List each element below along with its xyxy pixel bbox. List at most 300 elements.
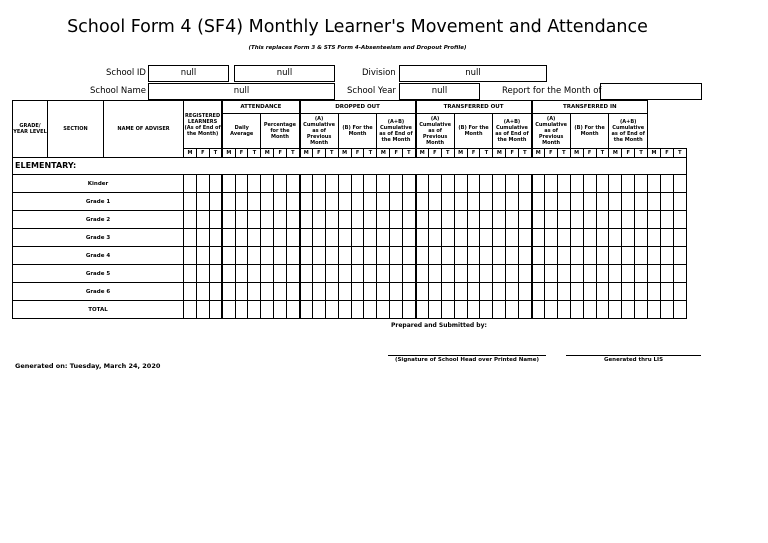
data-cell[interactable] [532, 175, 545, 193]
data-cell[interactable] [467, 175, 480, 193]
data-cell[interactable] [338, 301, 351, 319]
data-cell[interactable] [635, 301, 648, 319]
data-cell[interactable] [222, 229, 235, 247]
data-cell[interactable] [454, 265, 467, 283]
data-cell[interactable] [519, 193, 532, 211]
data-cell[interactable] [351, 229, 364, 247]
data-cell[interactable] [441, 211, 454, 229]
data-cell[interactable] [557, 283, 570, 301]
data-cell[interactable] [364, 211, 377, 229]
data-cell[interactable] [635, 229, 648, 247]
data-cell[interactable] [390, 211, 403, 229]
data-cell[interactable] [673, 283, 686, 301]
data-cell[interactable] [274, 301, 287, 319]
data-cell[interactable] [635, 265, 648, 283]
data-cell[interactable] [364, 193, 377, 211]
data-cell[interactable] [648, 229, 661, 247]
data-cell[interactable] [609, 175, 622, 193]
data-cell[interactable] [506, 301, 519, 319]
data-cell[interactable] [222, 175, 235, 193]
data-cell[interactable] [648, 247, 661, 265]
data-cell[interactable] [441, 283, 454, 301]
division-field[interactable]: null [399, 65, 547, 82]
data-cell[interactable] [390, 283, 403, 301]
data-cell[interactable] [660, 301, 673, 319]
data-cell[interactable] [351, 193, 364, 211]
data-cell[interactable] [570, 265, 583, 283]
data-cell[interactable] [596, 211, 609, 229]
data-cell[interactable] [544, 175, 557, 193]
data-cell[interactable] [454, 301, 467, 319]
data-cell[interactable] [506, 211, 519, 229]
data-cell[interactable] [467, 229, 480, 247]
data-cell[interactable] [428, 247, 441, 265]
data-cell[interactable] [416, 175, 429, 193]
data-cell[interactable] [519, 265, 532, 283]
data-cell[interactable] [519, 301, 532, 319]
data-cell[interactable] [338, 283, 351, 301]
data-cell[interactable] [235, 175, 248, 193]
data-cell[interactable] [467, 247, 480, 265]
data-cell[interactable] [428, 265, 441, 283]
data-cell[interactable] [403, 283, 416, 301]
data-cell[interactable] [300, 265, 313, 283]
data-cell[interactable] [184, 175, 197, 193]
data-cell[interactable] [428, 211, 441, 229]
data-cell[interactable] [390, 265, 403, 283]
data-cell[interactable] [248, 265, 261, 283]
data-cell[interactable] [312, 301, 325, 319]
data-cell[interactable] [261, 229, 274, 247]
data-cell[interactable] [261, 283, 274, 301]
data-cell[interactable] [390, 247, 403, 265]
data-cell[interactable] [596, 175, 609, 193]
data-cell[interactable] [274, 229, 287, 247]
data-cell[interactable] [583, 265, 596, 283]
data-cell[interactable] [209, 211, 222, 229]
data-cell[interactable] [467, 193, 480, 211]
data-cell[interactable] [622, 283, 635, 301]
data-cell[interactable] [583, 175, 596, 193]
data-cell[interactable] [184, 247, 197, 265]
data-cell[interactable] [300, 301, 313, 319]
data-cell[interactable] [274, 265, 287, 283]
data-cell[interactable] [416, 301, 429, 319]
data-cell[interactable] [390, 175, 403, 193]
data-cell[interactable] [300, 175, 313, 193]
data-cell[interactable] [673, 247, 686, 265]
data-cell[interactable] [609, 265, 622, 283]
data-cell[interactable] [287, 247, 300, 265]
data-cell[interactable] [196, 283, 209, 301]
data-cell[interactable] [377, 229, 390, 247]
data-cell[interactable] [583, 301, 596, 319]
data-cell[interactable] [377, 283, 390, 301]
data-cell[interactable] [532, 283, 545, 301]
data-cell[interactable] [609, 247, 622, 265]
data-cell[interactable] [416, 211, 429, 229]
data-cell[interactable] [235, 283, 248, 301]
data-cell[interactable] [196, 211, 209, 229]
data-cell[interactable] [312, 175, 325, 193]
data-cell[interactable] [428, 301, 441, 319]
data-cell[interactable] [673, 193, 686, 211]
data-cell[interactable] [519, 229, 532, 247]
data-cell[interactable] [454, 175, 467, 193]
data-cell[interactable] [300, 211, 313, 229]
data-cell[interactable] [673, 229, 686, 247]
data-cell[interactable] [300, 247, 313, 265]
data-cell[interactable] [441, 265, 454, 283]
data-cell[interactable] [248, 193, 261, 211]
data-cell[interactable] [519, 247, 532, 265]
data-cell[interactable] [312, 229, 325, 247]
data-cell[interactable] [312, 211, 325, 229]
data-cell[interactable] [532, 229, 545, 247]
data-cell[interactable] [287, 175, 300, 193]
region-field[interactable]: null [234, 65, 335, 82]
data-cell[interactable] [622, 247, 635, 265]
data-cell[interactable] [416, 229, 429, 247]
data-cell[interactable] [480, 265, 493, 283]
data-cell[interactable] [596, 193, 609, 211]
data-cell[interactable] [467, 265, 480, 283]
data-cell[interactable] [506, 175, 519, 193]
data-cell[interactable] [532, 301, 545, 319]
data-cell[interactable] [403, 301, 416, 319]
data-cell[interactable] [673, 265, 686, 283]
data-cell[interactable] [570, 211, 583, 229]
data-cell[interactable] [493, 283, 506, 301]
data-cell[interactable] [390, 301, 403, 319]
data-cell[interactable] [312, 247, 325, 265]
data-cell[interactable] [660, 283, 673, 301]
data-cell[interactable] [454, 229, 467, 247]
data-cell[interactable] [648, 283, 661, 301]
data-cell[interactable] [300, 283, 313, 301]
data-cell[interactable] [660, 211, 673, 229]
data-cell[interactable] [454, 283, 467, 301]
data-cell[interactable] [287, 193, 300, 211]
data-cell[interactable] [416, 265, 429, 283]
data-cell[interactable] [377, 265, 390, 283]
data-cell[interactable] [557, 175, 570, 193]
data-cell[interactable] [454, 193, 467, 211]
data-cell[interactable] [596, 283, 609, 301]
data-cell[interactable] [441, 301, 454, 319]
data-cell[interactable] [635, 175, 648, 193]
data-cell[interactable] [519, 283, 532, 301]
data-cell[interactable] [222, 211, 235, 229]
data-cell[interactable] [480, 283, 493, 301]
data-cell[interactable] [557, 301, 570, 319]
data-cell[interactable] [467, 283, 480, 301]
data-cell[interactable] [312, 283, 325, 301]
data-cell[interactable] [467, 211, 480, 229]
data-cell[interactable] [519, 175, 532, 193]
data-cell[interactable] [377, 247, 390, 265]
data-cell[interactable] [544, 247, 557, 265]
data-cell[interactable] [248, 211, 261, 229]
data-cell[interactable] [287, 211, 300, 229]
data-cell[interactable] [480, 301, 493, 319]
data-cell[interactable] [184, 229, 197, 247]
data-cell[interactable] [325, 283, 338, 301]
data-cell[interactable] [274, 193, 287, 211]
school-name-field[interactable]: null [148, 83, 335, 100]
data-cell[interactable] [209, 193, 222, 211]
data-cell[interactable] [390, 229, 403, 247]
data-cell[interactable] [441, 229, 454, 247]
data-cell[interactable] [222, 265, 235, 283]
data-cell[interactable] [248, 283, 261, 301]
data-cell[interactable] [403, 229, 416, 247]
data-cell[interactable] [248, 229, 261, 247]
data-cell[interactable] [274, 247, 287, 265]
data-cell[interactable] [570, 175, 583, 193]
data-cell[interactable] [377, 193, 390, 211]
data-cell[interactable] [338, 247, 351, 265]
data-cell[interactable] [622, 301, 635, 319]
data-cell[interactable] [583, 247, 596, 265]
data-cell[interactable] [622, 265, 635, 283]
data-cell[interactable] [351, 265, 364, 283]
data-cell[interactable] [532, 193, 545, 211]
data-cell[interactable] [312, 265, 325, 283]
data-cell[interactable] [196, 301, 209, 319]
school-year-field[interactable]: null [399, 83, 480, 100]
data-cell[interactable] [184, 193, 197, 211]
data-cell[interactable] [570, 301, 583, 319]
data-cell[interactable] [287, 229, 300, 247]
data-cell[interactable] [209, 175, 222, 193]
data-cell[interactable] [325, 265, 338, 283]
data-cell[interactable] [416, 193, 429, 211]
data-cell[interactable] [351, 301, 364, 319]
data-cell[interactable] [196, 175, 209, 193]
data-cell[interactable] [506, 193, 519, 211]
data-cell[interactable] [377, 211, 390, 229]
data-cell[interactable] [248, 247, 261, 265]
data-cell[interactable] [235, 247, 248, 265]
data-cell[interactable] [428, 229, 441, 247]
data-cell[interactable] [184, 301, 197, 319]
data-cell[interactable] [596, 247, 609, 265]
data-cell[interactable] [635, 283, 648, 301]
data-cell[interactable] [312, 193, 325, 211]
data-cell[interactable] [596, 229, 609, 247]
data-cell[interactable] [544, 265, 557, 283]
data-cell[interactable] [261, 211, 274, 229]
data-cell[interactable] [532, 265, 545, 283]
data-cell[interactable] [673, 175, 686, 193]
data-cell[interactable] [209, 283, 222, 301]
data-cell[interactable] [583, 229, 596, 247]
data-cell[interactable] [609, 211, 622, 229]
data-cell[interactable] [351, 211, 364, 229]
data-cell[interactable] [660, 247, 673, 265]
data-cell[interactable] [287, 283, 300, 301]
data-cell[interactable] [441, 175, 454, 193]
data-cell[interactable] [583, 211, 596, 229]
data-cell[interactable] [196, 265, 209, 283]
data-cell[interactable] [403, 265, 416, 283]
data-cell[interactable] [338, 229, 351, 247]
data-cell[interactable] [493, 265, 506, 283]
data-cell[interactable] [570, 283, 583, 301]
data-cell[interactable] [222, 193, 235, 211]
data-cell[interactable] [351, 175, 364, 193]
data-cell[interactable] [338, 211, 351, 229]
data-cell[interactable] [493, 175, 506, 193]
data-cell[interactable] [364, 301, 377, 319]
data-cell[interactable] [557, 265, 570, 283]
data-cell[interactable] [184, 211, 197, 229]
data-cell[interactable] [403, 175, 416, 193]
data-cell[interactable] [557, 247, 570, 265]
data-cell[interactable] [403, 211, 416, 229]
data-cell[interactable] [261, 247, 274, 265]
data-cell[interactable] [493, 301, 506, 319]
data-cell[interactable] [209, 229, 222, 247]
data-cell[interactable] [287, 265, 300, 283]
data-cell[interactable] [235, 265, 248, 283]
school-id-field[interactable]: null [148, 65, 229, 82]
data-cell[interactable] [351, 247, 364, 265]
data-cell[interactable] [325, 193, 338, 211]
data-cell[interactable] [506, 265, 519, 283]
data-cell[interactable] [364, 247, 377, 265]
data-cell[interactable] [325, 229, 338, 247]
data-cell[interactable] [325, 247, 338, 265]
data-cell[interactable] [635, 193, 648, 211]
data-cell[interactable] [506, 283, 519, 301]
data-cell[interactable] [506, 247, 519, 265]
data-cell[interactable] [403, 247, 416, 265]
data-cell[interactable] [184, 265, 197, 283]
data-cell[interactable] [660, 265, 673, 283]
data-cell[interactable] [300, 193, 313, 211]
data-cell[interactable] [570, 193, 583, 211]
data-cell[interactable] [274, 283, 287, 301]
data-cell[interactable] [261, 265, 274, 283]
data-cell[interactable] [235, 211, 248, 229]
data-cell[interactable] [351, 283, 364, 301]
data-cell[interactable] [557, 211, 570, 229]
data-cell[interactable] [557, 193, 570, 211]
data-cell[interactable] [196, 193, 209, 211]
data-cell[interactable] [493, 193, 506, 211]
data-cell[interactable] [377, 301, 390, 319]
data-cell[interactable] [480, 229, 493, 247]
data-cell[interactable] [660, 175, 673, 193]
data-cell[interactable] [364, 175, 377, 193]
data-cell[interactable] [583, 283, 596, 301]
data-cell[interactable] [583, 193, 596, 211]
data-cell[interactable] [493, 247, 506, 265]
data-cell[interactable] [403, 193, 416, 211]
data-cell[interactable] [557, 229, 570, 247]
data-cell[interactable] [274, 211, 287, 229]
data-cell[interactable] [428, 193, 441, 211]
data-cell[interactable] [480, 175, 493, 193]
data-cell[interactable] [622, 193, 635, 211]
data-cell[interactable] [596, 301, 609, 319]
data-cell[interactable] [428, 175, 441, 193]
data-cell[interactable] [338, 193, 351, 211]
data-cell[interactable] [364, 229, 377, 247]
data-cell[interactable] [248, 301, 261, 319]
data-cell[interactable] [609, 283, 622, 301]
data-cell[interactable] [222, 301, 235, 319]
data-cell[interactable] [660, 229, 673, 247]
data-cell[interactable] [377, 175, 390, 193]
data-cell[interactable] [222, 247, 235, 265]
data-cell[interactable] [519, 211, 532, 229]
data-cell[interactable] [544, 283, 557, 301]
data-cell[interactable] [648, 175, 661, 193]
data-cell[interactable] [467, 301, 480, 319]
data-cell[interactable] [635, 247, 648, 265]
data-cell[interactable] [660, 193, 673, 211]
data-cell[interactable] [209, 265, 222, 283]
data-cell[interactable] [532, 247, 545, 265]
data-cell[interactable] [648, 301, 661, 319]
data-cell[interactable] [261, 193, 274, 211]
data-cell[interactable] [454, 247, 467, 265]
data-cell[interactable] [635, 211, 648, 229]
data-cell[interactable] [338, 175, 351, 193]
report-month-field[interactable] [600, 83, 702, 100]
data-cell[interactable] [506, 229, 519, 247]
data-cell[interactable] [673, 301, 686, 319]
data-cell[interactable] [209, 247, 222, 265]
data-cell[interactable] [235, 229, 248, 247]
data-cell[interactable] [325, 175, 338, 193]
data-cell[interactable] [609, 229, 622, 247]
data-cell[interactable] [596, 265, 609, 283]
data-cell[interactable] [622, 229, 635, 247]
data-cell[interactable] [338, 265, 351, 283]
data-cell[interactable] [570, 229, 583, 247]
data-cell[interactable] [325, 211, 338, 229]
data-cell[interactable] [235, 301, 248, 319]
data-cell[interactable] [261, 301, 274, 319]
data-cell[interactable] [261, 175, 274, 193]
data-cell[interactable] [325, 301, 338, 319]
data-cell[interactable] [570, 247, 583, 265]
data-cell[interactable] [196, 247, 209, 265]
data-cell[interactable] [274, 175, 287, 193]
data-cell[interactable] [222, 283, 235, 301]
data-cell[interactable] [480, 211, 493, 229]
data-cell[interactable] [300, 229, 313, 247]
data-cell[interactable] [416, 283, 429, 301]
data-cell[interactable] [364, 265, 377, 283]
data-cell[interactable] [416, 247, 429, 265]
data-cell[interactable] [544, 193, 557, 211]
data-cell[interactable] [609, 193, 622, 211]
data-cell[interactable] [480, 193, 493, 211]
data-cell[interactable] [441, 247, 454, 265]
data-cell[interactable] [544, 229, 557, 247]
data-cell[interactable] [648, 211, 661, 229]
data-cell[interactable] [648, 265, 661, 283]
data-cell[interactable] [248, 175, 261, 193]
data-cell[interactable] [209, 301, 222, 319]
data-cell[interactable] [196, 229, 209, 247]
data-cell[interactable] [287, 301, 300, 319]
